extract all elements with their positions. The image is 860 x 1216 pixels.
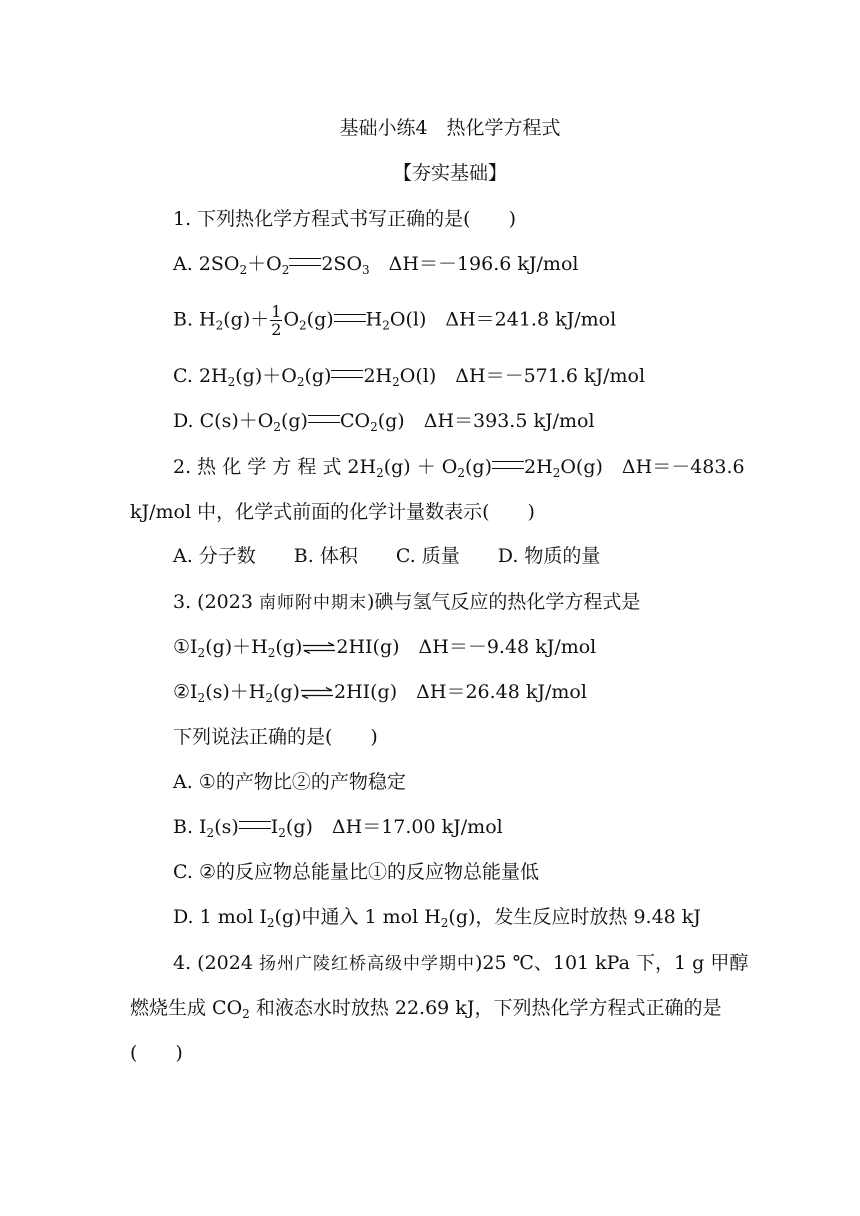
equals-sign-icon (334, 314, 366, 322)
q3-equation-2: $②I_2(s)+H_2(g)$ 2HI(g) ΔH＝26.48 kJ/mol (173, 681, 587, 705)
q1-stem: 1. 下列热化学方程式书写正确的是( ) (173, 208, 516, 230)
q2-stem-line1: 2. 热 化 学 方 程 式 $2H_2(g) + O_2(g)$ $2H_2O(g)$ ΔH＝－483.6 (173, 456, 745, 480)
q1-option-c: C. $2H_2(g)+O_2(g)$ $2H_2O(l)$ ΔH＝－571.6 kJ/mol (173, 365, 646, 389)
q3-option-b: B. $I_2(s)$ $I_2(g)$ ΔH＝17.00 kJ/mol (173, 816, 503, 840)
q3-option-d: D. 1 mol $I_2(g)$中通入 1 mol $H_2(g)$，发生反应时放热 9.48 kJ (173, 906, 701, 930)
q4-stem-line1: 4. (2024 扬州广陵红桥高级中学期中)25 ℃、101 kPa 下，1 g 甲醇 (173, 952, 749, 974)
q2-options: A. 分子数 B. 体积 C. 质量 D. 物质的量 (173, 545, 601, 567)
q4-stem-line2: 燃烧生成 $CO_2$ 和液态水时放热 22.69 kJ，下列热化学方程式正确的是 (130, 997, 722, 1021)
equals-sign-icon (289, 258, 321, 266)
reversible-arrow-icon (302, 642, 336, 654)
q1-option-a: A. $2SO_2+O_2$ $2SO_3$ ΔH＝－196.6 kJ/mol (173, 253, 579, 277)
source-citation: 南师附中期末 (258, 593, 367, 613)
reversible-arrow-icon (300, 687, 334, 699)
fraction-half: $\frac{1}{2}$ (271, 302, 282, 339)
q3-option-a: A. ①的产物比②的产物稳定 (173, 771, 406, 793)
equals-sign-icon (308, 415, 340, 423)
q3-stem: 3. (2023 南师附中期末)碘与氢气反应的热化学方程式是 (173, 591, 641, 613)
q1-option-b: B. $H_2(g)+$ $\frac{1}{2}$ $O_2(g)$ $H_2O(l)$ ΔH＝241.8 kJ/mol (173, 302, 617, 339)
source-citation: 扬州广陵红桥高级中学期中 (258, 954, 475, 974)
q3-ask: 下列说法正确的是( ) (173, 726, 378, 748)
section-heading: 【夯实基础】 (392, 162, 507, 184)
page-title: 基础小练4 热化学方程式 (339, 117, 561, 139)
equals-sign-icon (331, 370, 363, 378)
q2-stem-line2: kJ/mol 中，化学式前面的化学计量数表示( ) (130, 501, 535, 523)
q4-stem-line3: ( ) (130, 1042, 183, 1064)
q3-equation-1: $①I_2(g)+H_2(g)$ 2HI(g) ΔH＝－9.48 kJ/mol (173, 636, 597, 660)
equals-sign-icon (239, 821, 271, 829)
equals-sign-icon (492, 461, 524, 469)
q3-option-c: C. ②的反应物总能量比①的反应物总能量低 (173, 861, 539, 883)
q1-option-d: D. $C(s)+O_2(g)$ $CO_2(g)$ ΔH＝393.5 kJ/mol (173, 410, 595, 434)
